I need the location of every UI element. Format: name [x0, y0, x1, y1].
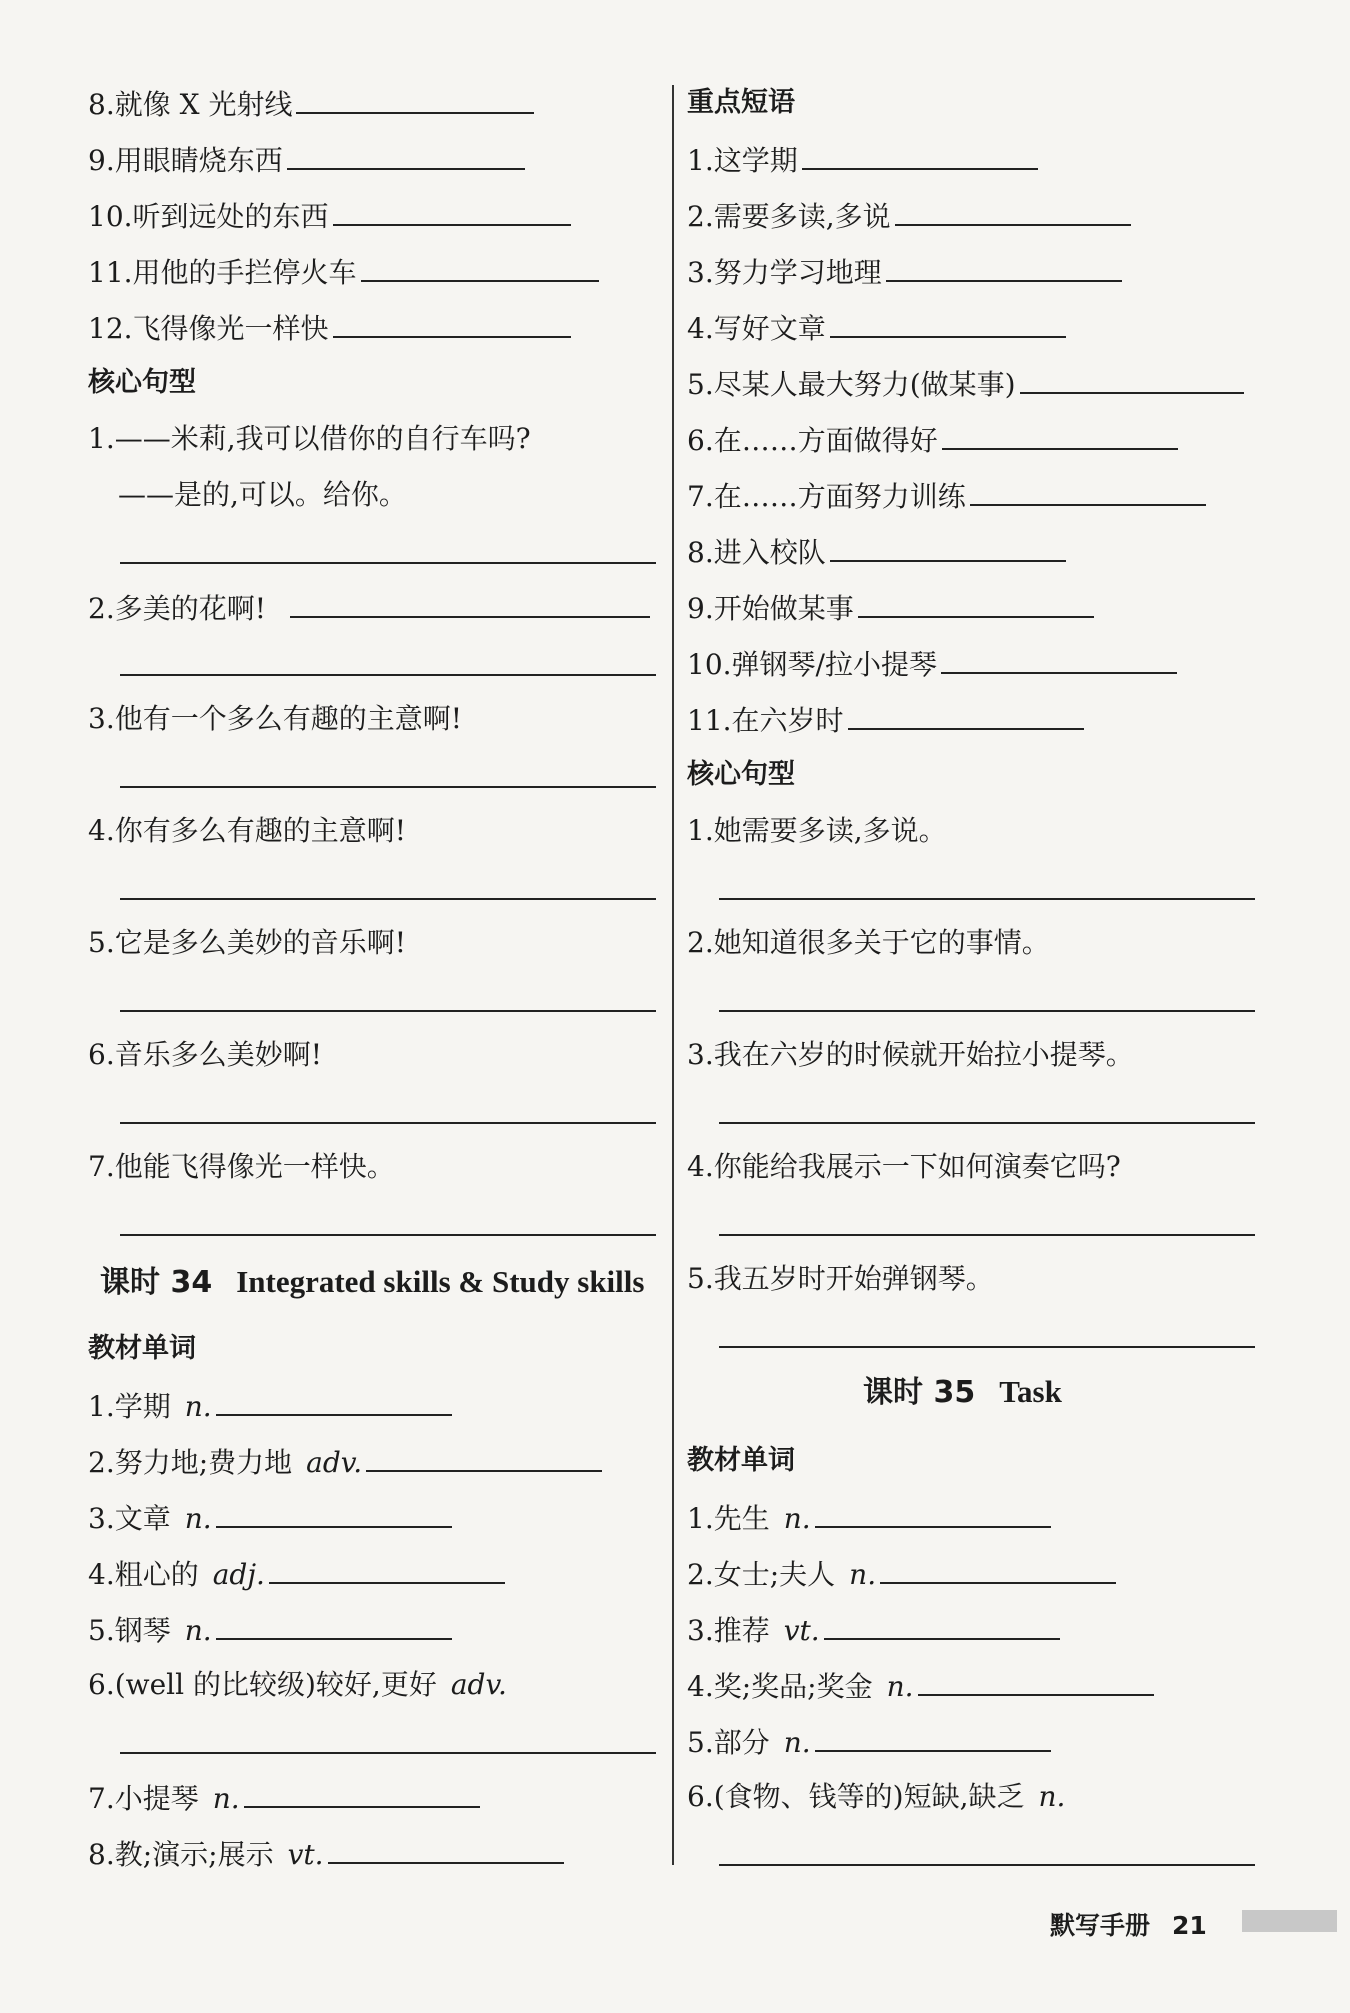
- answer-blank[interactable]: [269, 1556, 505, 1584]
- list-item: 4.写好文章: [687, 310, 1066, 346]
- word-item: 6.(食物、钱等的)短缺,缺乏 n.: [687, 1780, 1066, 1813]
- list-item: 2.需要多读,多说: [687, 198, 1131, 234]
- sentence-item: 1.她需要多读,多说。: [687, 814, 947, 847]
- answer-blank[interactable]: [244, 1780, 480, 1808]
- sentence-item: 5.我五岁时开始弹钢琴。: [687, 1262, 994, 1295]
- section-heading-sentences: 核心句型: [88, 367, 196, 398]
- sentence-item: 4.你能给我展示一下如何演奏它吗?: [687, 1150, 1121, 1183]
- word-item: 1.先生 n.: [687, 1500, 1051, 1536]
- answer-blank[interactable]: [296, 86, 534, 114]
- answer-line[interactable]: [120, 1122, 656, 1124]
- answer-blank[interactable]: [918, 1668, 1154, 1696]
- answer-blank[interactable]: [216, 1388, 452, 1416]
- answer-blank[interactable]: [287, 142, 525, 170]
- answer-line[interactable]: [120, 1752, 656, 1754]
- word-item: 6.(well 的比较级)较好,更好 adv.: [88, 1668, 507, 1701]
- lesson-34-title: 课时 34 Integrated skills & Study skills: [100, 1264, 645, 1300]
- word-item: 3.推荐 vt.: [687, 1612, 1060, 1648]
- list-item: 9.开始做某事: [687, 590, 1094, 626]
- footer-label: 默写手册: [1050, 1911, 1151, 1940]
- answer-blank[interactable]: [1020, 366, 1244, 394]
- word-item: 3.文章 n.: [88, 1500, 452, 1536]
- answer-line[interactable]: [120, 1010, 656, 1012]
- answer-blank[interactable]: [361, 254, 599, 282]
- word-item: 4.奖;奖品;奖金 n.: [687, 1668, 1154, 1704]
- sentence-item: 7.他能飞得像光一样快。: [88, 1150, 395, 1183]
- list-item: 7.在……方面努力训练: [687, 478, 1206, 514]
- list-item: 11.在六岁时: [687, 702, 1084, 738]
- list-item: 6.在……方面做得好: [687, 422, 1178, 458]
- answer-blank[interactable]: [328, 1836, 564, 1864]
- sentence-item-reply: ——是的,可以。给你。: [118, 478, 407, 511]
- answer-line[interactable]: [120, 674, 656, 676]
- answer-line[interactable]: [719, 1234, 1255, 1236]
- answer-line[interactable]: [120, 1234, 656, 1236]
- answer-line[interactable]: [120, 562, 656, 564]
- word-item: 2.女士;夫人 n.: [687, 1556, 1116, 1592]
- word-item: 8.教;演示;展示 vt.: [88, 1836, 564, 1872]
- list-item: 11.用他的手拦停火车: [88, 254, 599, 290]
- answer-blank[interactable]: [333, 310, 571, 338]
- answer-line[interactable]: [719, 1010, 1255, 1012]
- column-divider: [672, 85, 674, 1865]
- sentence-item: 2.她知道很多关于它的事情。: [687, 926, 1050, 959]
- word-item: 2.努力地;费力地 adv.: [88, 1444, 602, 1480]
- word-item: 7.小提琴 n.: [88, 1780, 480, 1816]
- answer-line[interactable]: [120, 898, 656, 900]
- sentence-item: 3.我在六岁的时候就开始拉小提琴。: [687, 1038, 1134, 1071]
- list-item: 5.尽某人最大努力(做某事): [687, 366, 1244, 402]
- sentence-item: 3.他有一个多么有趣的主意啊!: [88, 702, 462, 735]
- answer-blank[interactable]: [886, 254, 1122, 282]
- answer-blank[interactable]: [942, 422, 1178, 450]
- list-item: 3.努力学习地理: [687, 254, 1122, 290]
- answer-line[interactable]: [719, 1864, 1255, 1866]
- sentence-item: 6.音乐多么美妙啊!: [88, 1038, 322, 1071]
- answer-blank[interactable]: [216, 1612, 452, 1640]
- list-item: 9.用眼睛烧东西: [88, 142, 525, 178]
- list-item: 8.进入校队: [687, 534, 1066, 570]
- section-heading-sentences: 核心句型: [687, 759, 795, 790]
- answer-blank[interactable]: [290, 590, 650, 618]
- answer-blank[interactable]: [858, 590, 1094, 618]
- answer-line[interactable]: [719, 898, 1255, 900]
- list-item: 8.就像 X 光射线: [88, 86, 534, 122]
- sentence-item: 5.它是多么美妙的音乐啊!: [88, 926, 406, 959]
- page-number: 21: [1172, 1911, 1207, 1940]
- word-item: 1.学期 n.: [88, 1388, 452, 1424]
- sentence-item: 4.你有多么有趣的主意啊!: [88, 814, 406, 847]
- answer-line[interactable]: [120, 786, 656, 788]
- answer-blank[interactable]: [333, 198, 571, 226]
- word-item: 5.部分 n.: [687, 1724, 1051, 1760]
- answer-blank[interactable]: [824, 1612, 1060, 1640]
- answer-blank[interactable]: [848, 702, 1084, 730]
- footer-decoration-bar: [1242, 1910, 1337, 1932]
- list-item: 10.弹钢琴/拉小提琴: [687, 646, 1177, 682]
- answer-line[interactable]: [719, 1122, 1255, 1124]
- answer-blank[interactable]: [366, 1444, 602, 1472]
- word-item: 4.粗心的 adj.: [88, 1556, 505, 1592]
- answer-blank[interactable]: [802, 142, 1038, 170]
- answer-blank[interactable]: [815, 1724, 1051, 1752]
- lesson-35-title: 课时 35 Task: [863, 1374, 1062, 1410]
- answer-blank[interactable]: [216, 1500, 452, 1528]
- word-item: 5.钢琴 n.: [88, 1612, 452, 1648]
- page-footer: [1050, 1906, 1207, 1942]
- sentence-item: 1.——米莉,我可以借你的自行车吗?: [88, 422, 531, 455]
- list-item: 12.飞得像光一样快: [88, 310, 571, 346]
- sentence-item: 2.多美的花啊!: [88, 590, 650, 626]
- answer-blank[interactable]: [895, 198, 1131, 226]
- list-item: 10.听到远处的东西: [88, 198, 571, 234]
- answer-blank[interactable]: [880, 1556, 1116, 1584]
- answer-line[interactable]: [719, 1346, 1255, 1348]
- section-heading-words: 教材单词: [88, 1333, 196, 1364]
- answer-blank[interactable]: [830, 534, 1066, 562]
- answer-blank[interactable]: [815, 1500, 1051, 1528]
- section-heading-words: 教材单词: [687, 1445, 795, 1476]
- section-heading-phrases: 重点短语: [687, 87, 795, 118]
- answer-blank[interactable]: [970, 478, 1206, 506]
- answer-blank[interactable]: [830, 310, 1066, 338]
- answer-blank[interactable]: [941, 646, 1177, 674]
- list-item: 1.这学期: [687, 142, 1038, 178]
